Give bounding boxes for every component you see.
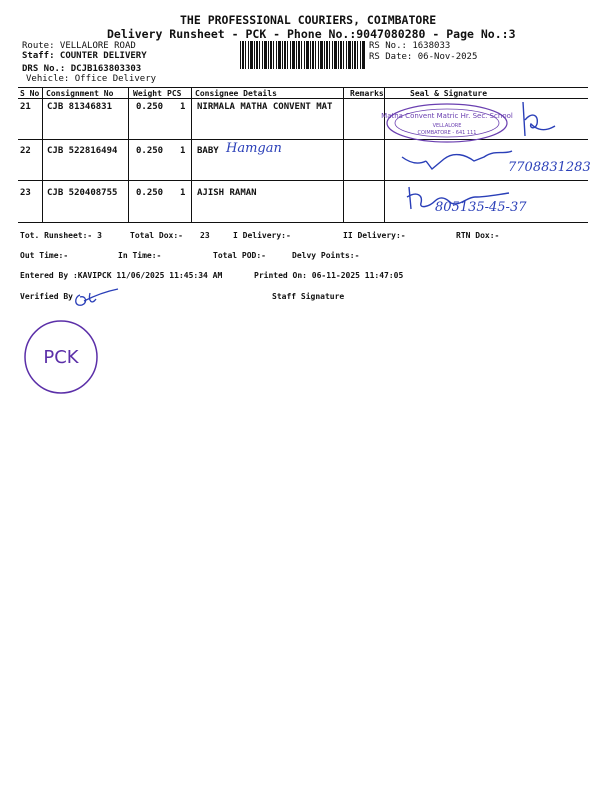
- total-dox-label: Total Dox:-: [130, 231, 183, 240]
- seal-city: COIMBATORE - 641 111: [417, 130, 477, 136]
- col-header-consignee: Consignee Details: [195, 89, 277, 98]
- staff: Staff: COUNTER DELIVERY: [22, 51, 147, 61]
- rs-date: RS Date: 06-Nov-2025: [369, 52, 478, 62]
- school-seal-stamp: [381, 102, 513, 144]
- rs-number: RS No.: 1638033: [369, 41, 451, 51]
- row-pcs: 1: [180, 102, 186, 112]
- pck-stamp-text: PCK: [43, 347, 79, 368]
- total-dox-value: 23: [200, 231, 210, 240]
- col-header-remarks: Remarks: [350, 89, 384, 98]
- in-time: In Time:-: [118, 251, 162, 260]
- row-sno: 23: [20, 188, 31, 198]
- seal-school-name: Matha Convent Matric Hr. Sec. School: [381, 112, 513, 120]
- row21-signature: [515, 100, 560, 140]
- row-divider: [18, 180, 588, 181]
- runsheet-subtitle: Delivery Runsheet - PCK - Phone No.:9047080280 - Page No.:3: [107, 27, 516, 41]
- seal-place: VELLALORE: [432, 123, 462, 129]
- row-sno: 21: [20, 102, 31, 112]
- drs-number: DRS No.: DCJB163803303: [22, 64, 142, 74]
- pck-stamp: [22, 318, 100, 396]
- col-divider: [191, 87, 192, 222]
- ii-delivery: II Delivery:-: [343, 231, 406, 240]
- handwritten-name: Hamgan: [226, 141, 282, 156]
- row22-signature: [400, 145, 520, 175]
- verified-by: Verified By: [20, 292, 73, 301]
- col-divider: [343, 87, 344, 222]
- tot-runsheet: Tot. Runsheet:- 3: [20, 231, 102, 240]
- col-header-pcs: PCS: [167, 89, 182, 98]
- entered-by: Entered By :KAVIPCK 11/06/2025 11:45:34 AM: [20, 271, 223, 280]
- row-consignment: CJB 520408755: [47, 188, 118, 198]
- out-time: Out Time:-: [20, 251, 69, 260]
- table-top-border: [18, 87, 588, 88]
- row-consignee: AJISH RAMAN: [197, 188, 257, 198]
- staff-signature-label: Staff Signature: [272, 292, 345, 301]
- row-pcs: 1: [180, 188, 186, 198]
- col-divider: [42, 87, 43, 222]
- i-delivery: I Delivery:-: [233, 231, 291, 240]
- rtn-dox: RTN Dox:-: [456, 231, 500, 240]
- handwritten-phone: 805135-45-37: [435, 200, 527, 215]
- row-consignment: CJB 81346831: [47, 102, 113, 112]
- handwritten-phone: 7708831283: [508, 160, 591, 175]
- row-weight: 0.250: [136, 188, 164, 198]
- row-weight: 0.250: [136, 102, 164, 112]
- row-pcs: 1: [180, 146, 186, 156]
- col-header-weight: Weight: [133, 89, 162, 98]
- row-consignment: CJB 522816494: [47, 146, 118, 156]
- col-divider: [128, 87, 129, 222]
- total-pod: Total POD:-: [213, 251, 266, 260]
- table-header-border: [18, 98, 588, 99]
- verified-signature: [72, 287, 122, 309]
- row-consignee: NIRMALA MATHA CONVENT MAT: [197, 102, 333, 112]
- printed-on: Printed On: 06-11-2025 11:47:05: [254, 271, 404, 280]
- table-bottom-border: [18, 222, 588, 223]
- col-header-seal: Seal & Signature: [410, 89, 488, 98]
- row-sno: 22: [20, 146, 31, 156]
- col-header-consignment: Consignment No: [46, 89, 114, 98]
- delvy-points: Delvy Points:-: [292, 251, 360, 260]
- vehicle: Vehicle: Office Delivery: [26, 74, 157, 84]
- col-header-sno: S No: [20, 89, 40, 98]
- barcode: [240, 41, 365, 69]
- route: Route: VELLALORE ROAD: [22, 41, 136, 51]
- company-title: THE PROFESSIONAL COURIERS, COIMBATORE: [180, 13, 437, 27]
- row-weight: 0.250: [136, 146, 164, 156]
- row-consignee: BABY: [197, 146, 219, 156]
